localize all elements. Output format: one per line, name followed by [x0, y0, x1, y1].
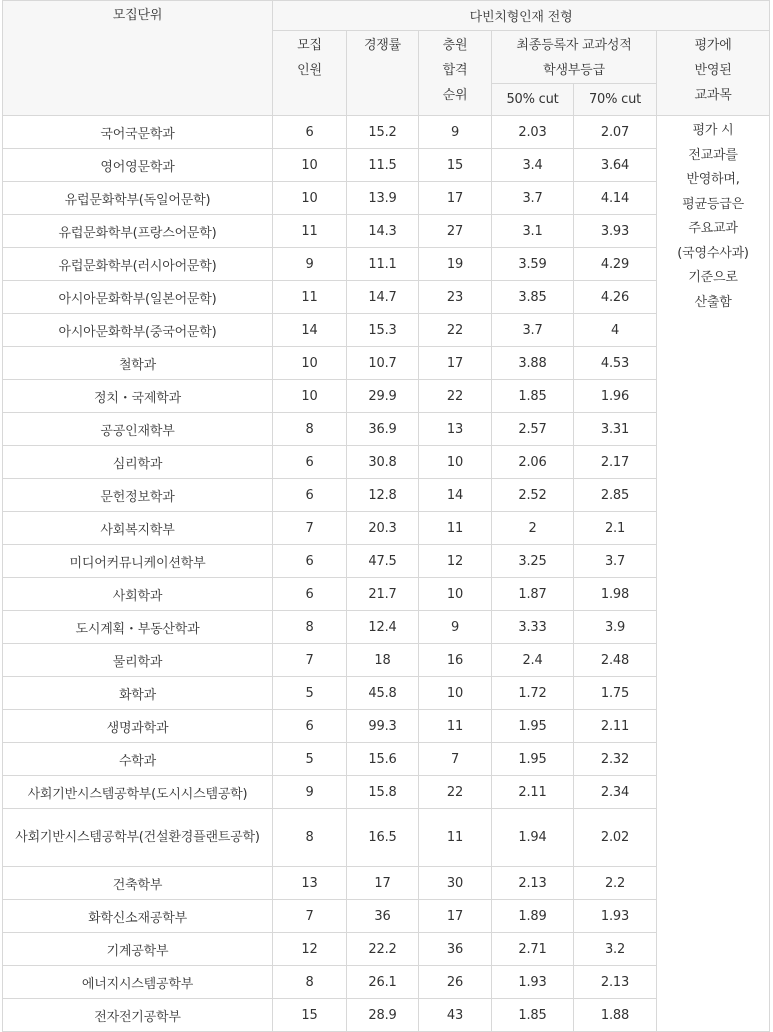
cell-grade-50-cut: 1.85 — [492, 999, 574, 1032]
cell-department: 사회기반시스템공학부(도시시스템공학) — [3, 776, 273, 809]
table-row — [3, 578, 770, 611]
header-waitlist-line: 충원 — [442, 38, 468, 53]
cell-department: 수학과 — [3, 743, 273, 776]
cell-quota: 5 — [273, 743, 347, 776]
cell-grade-70-cut: 1.98 — [574, 578, 657, 611]
table-row — [3, 743, 770, 776]
cell-waitlist-rank: 17 — [419, 900, 492, 933]
cell-grade-70-cut: 3.2 — [574, 933, 657, 966]
cell-department: 유럽문화학부(프랑스어문학) — [3, 215, 273, 248]
cell-grade-70-cut: 2.2 — [574, 867, 657, 900]
cell-department: 화학신소재공학부 — [3, 900, 273, 933]
cell-competition-rate: 15.2 — [347, 116, 419, 149]
cell-department: 국어국문학과 — [3, 116, 273, 149]
cell-competition-rate: 99.3 — [347, 710, 419, 743]
cell-department: 생명과학과 — [3, 710, 273, 743]
cell-department: 물리학과 — [3, 644, 273, 677]
cell-quota: 11 — [273, 281, 347, 314]
table-row — [3, 644, 770, 677]
evaluation-note-line: 반영하며, — [686, 172, 740, 187]
cell-quota: 6 — [273, 578, 347, 611]
cell-department: 전자전기공학부 — [3, 999, 273, 1032]
cell-competition-rate: 47.5 — [347, 545, 419, 578]
cell-grade-70-cut: 1.88 — [574, 999, 657, 1032]
cell-department: 건축학부 — [3, 867, 273, 900]
cell-department: 아시아문화학부(중국어문학) — [3, 314, 273, 347]
cell-grade-50-cut: 1.89 — [492, 900, 574, 933]
header-subjects-line: 반영된 — [694, 63, 732, 78]
cell-quota: 14 — [273, 314, 347, 347]
cell-waitlist-rank: 16 — [419, 644, 492, 677]
cell-grade-70-cut: 3.7 — [574, 545, 657, 578]
cell-grade-70-cut: 1.96 — [574, 380, 657, 413]
cell-competition-rate: 28.9 — [347, 999, 419, 1032]
header-waitlist — [419, 31, 492, 116]
cell-waitlist-rank: 12 — [419, 545, 492, 578]
cell-waitlist-rank: 17 — [419, 347, 492, 380]
cell-waitlist-rank: 14 — [419, 479, 492, 512]
cell-competition-rate: 22.2 — [347, 933, 419, 966]
cell-grade-50-cut: 2.06 — [492, 446, 574, 479]
cell-grade-70-cut: 2.32 — [574, 743, 657, 776]
cell-competition-rate: 16.5 — [347, 809, 419, 867]
cell-grade-50-cut: 1.93 — [492, 966, 574, 999]
header-cut70: 70% cut — [574, 84, 657, 116]
table-row — [3, 933, 770, 966]
cell-waitlist-rank: 10 — [419, 677, 492, 710]
cell-waitlist-rank: 23 — [419, 281, 492, 314]
cell-department: 화학과 — [3, 677, 273, 710]
cell-competition-rate: 15.3 — [347, 314, 419, 347]
cell-department: 아시아문화학부(일본어문학) — [3, 281, 273, 314]
evaluation-note-line: 기준으로 — [688, 270, 738, 285]
cell-grade-50-cut: 3.33 — [492, 611, 574, 644]
cell-grade-70-cut: 3.64 — [574, 149, 657, 182]
cell-waitlist-rank: 43 — [419, 999, 492, 1032]
cell-grade-50-cut: 1.95 — [492, 710, 574, 743]
cell-grade-70-cut: 1.93 — [574, 900, 657, 933]
cell-competition-rate: 14.7 — [347, 281, 419, 314]
header-subjects-line: 교과목 — [694, 88, 732, 103]
cell-competition-rate: 30.8 — [347, 446, 419, 479]
cell-grade-70-cut: 4.14 — [574, 182, 657, 215]
cell-grade-50-cut: 3.85 — [492, 281, 574, 314]
cell-grade-70-cut: 2.1 — [574, 512, 657, 545]
cell-grade-70-cut: 3.31 — [574, 413, 657, 446]
cell-quota: 8 — [273, 966, 347, 999]
cell-department: 사회학과 — [3, 578, 273, 611]
cell-grade-50-cut: 2.11 — [492, 776, 574, 809]
cell-quota: 12 — [273, 933, 347, 966]
cell-grade-70-cut: 2.85 — [574, 479, 657, 512]
cell-grade-70-cut: 3.93 — [574, 215, 657, 248]
evaluation-note-line: (국영수사과) — [677, 245, 749, 261]
cell-quota: 10 — [273, 380, 347, 413]
cell-waitlist-rank: 13 — [419, 413, 492, 446]
evaluation-note-line: 평균등급은 — [682, 196, 744, 212]
cell-grade-50-cut: 2.03 — [492, 116, 574, 149]
table-row — [3, 867, 770, 900]
cell-waitlist-rank: 15 — [419, 149, 492, 182]
cell-competition-rate: 15.6 — [347, 743, 419, 776]
cell-department: 사회기반시스템공학부(건설환경플랜트공학) — [3, 809, 273, 867]
cell-quota: 9 — [273, 248, 347, 281]
cell-waitlist-rank: 11 — [419, 809, 492, 867]
cell-competition-rate: 36 — [347, 900, 419, 933]
table-row — [3, 446, 770, 479]
cell-waitlist-rank: 10 — [419, 578, 492, 611]
cell-waitlist-rank: 9 — [419, 116, 492, 149]
cell-quota: 11 — [273, 215, 347, 248]
cell-department: 사회복지학부 — [3, 512, 273, 545]
cell-grade-50-cut: 2.52 — [492, 479, 574, 512]
evaluation-note-line: 전교과를 — [688, 147, 738, 163]
cell-competition-rate: 12.8 — [347, 479, 419, 512]
cell-competition-rate: 29.9 — [347, 380, 419, 413]
table-row — [3, 314, 770, 347]
cell-grade-50-cut: 2 — [492, 512, 574, 545]
cell-department: 에너지시스템공학부 — [3, 966, 273, 999]
header-subjects-line: 평가에 — [694, 38, 732, 53]
table-row — [3, 479, 770, 512]
cell-grade-50-cut: 2.71 — [492, 933, 574, 966]
cell-waitlist-rank: 26 — [419, 966, 492, 999]
cell-competition-rate: 26.1 — [347, 966, 419, 999]
cell-competition-rate: 15.8 — [347, 776, 419, 809]
cell-grade-50-cut: 1.72 — [492, 677, 574, 710]
table-row — [3, 248, 770, 281]
table-row — [3, 545, 770, 578]
cell-competition-rate: 10.7 — [347, 347, 419, 380]
cell-waitlist-rank: 17 — [419, 182, 492, 215]
evaluation-note-line: 주요교과 — [688, 221, 738, 236]
table-row — [3, 149, 770, 182]
cell-competition-rate: 11.5 — [347, 149, 419, 182]
cell-waitlist-rank: 7 — [419, 743, 492, 776]
evaluation-note-line: 평가 시 — [692, 123, 734, 138]
evaluation-note-line: 산출함 — [694, 294, 732, 310]
cell-quota: 7 — [273, 900, 347, 933]
cell-waitlist-rank: 22 — [419, 776, 492, 809]
cell-competition-rate: 20.3 — [347, 512, 419, 545]
cell-grade-70-cut: 2.34 — [574, 776, 657, 809]
header-quota-line: 모집 — [297, 38, 322, 53]
cell-quota: 6 — [273, 710, 347, 743]
table-row — [3, 281, 770, 314]
cell-department: 유럽문화학부(독일어문학) — [3, 182, 273, 215]
cell-grade-70-cut: 4.26 — [574, 281, 657, 314]
cell-grade-50-cut: 3.4 — [492, 149, 574, 182]
cell-grade-50-cut: 3.7 — [492, 314, 574, 347]
cell-quota: 8 — [273, 611, 347, 644]
header-grade-line: 최종등록자 교과성적 — [516, 38, 632, 53]
table-row — [3, 900, 770, 933]
cell-grade-50-cut: 1.95 — [492, 743, 574, 776]
cell-department: 도시계획・부동산학과 — [3, 611, 273, 644]
table-row — [3, 999, 770, 1032]
cell-quota: 8 — [273, 809, 347, 867]
cell-waitlist-rank: 9 — [419, 611, 492, 644]
cell-competition-rate: 12.4 — [347, 611, 419, 644]
header-unit: 모집단위 — [3, 1, 273, 116]
header-subjects — [657, 31, 770, 116]
table-row — [3, 776, 770, 809]
cell-grade-50-cut: 2.4 — [492, 644, 574, 677]
cell-quota: 8 — [273, 413, 347, 446]
table-row — [3, 413, 770, 446]
cell-competition-rate: 14.3 — [347, 215, 419, 248]
cell-waitlist-rank: 10 — [419, 446, 492, 479]
cell-department: 영어영문학과 — [3, 149, 273, 182]
cell-grade-50-cut: 2.57 — [492, 413, 574, 446]
table-body — [3, 116, 770, 1032]
header-waitlist-line: 순위 — [442, 88, 468, 103]
cell-grade-50-cut: 3.1 — [492, 215, 574, 248]
cell-grade-50-cut: 3.25 — [492, 545, 574, 578]
cell-quota: 15 — [273, 999, 347, 1032]
cell-competition-rate: 45.8 — [347, 677, 419, 710]
cell-competition-rate: 21.7 — [347, 578, 419, 611]
cell-waitlist-rank: 22 — [419, 314, 492, 347]
cell-grade-50-cut: 3.59 — [492, 248, 574, 281]
cell-grade-70-cut: 2.02 — [574, 809, 657, 867]
cell-grade-50-cut: 1.94 — [492, 809, 574, 867]
cell-quota: 6 — [273, 479, 347, 512]
cell-grade-50-cut: 2.13 — [492, 867, 574, 900]
cell-department: 공공인재학부 — [3, 413, 273, 446]
cell-grade-70-cut: 4.53 — [574, 347, 657, 380]
table-row — [3, 182, 770, 215]
cell-competition-rate: 13.9 — [347, 182, 419, 215]
cell-waitlist-rank: 19 — [419, 248, 492, 281]
header-waitlist-line: 합격 — [442, 63, 468, 78]
cell-grade-70-cut: 2.07 — [574, 116, 657, 149]
cell-quota: 6 — [273, 545, 347, 578]
cell-grade-50-cut: 3.7 — [492, 182, 574, 215]
table-row — [3, 347, 770, 380]
cell-grade-70-cut: 4 — [574, 314, 657, 347]
admission-results-table — [2, 0, 770, 1032]
table-row — [3, 677, 770, 710]
cell-department: 심리학과 — [3, 446, 273, 479]
table-row — [3, 512, 770, 545]
cell-grade-70-cut: 2.13 — [574, 966, 657, 999]
table-row — [3, 710, 770, 743]
cell-competition-rate: 36.9 — [347, 413, 419, 446]
cell-grade-70-cut: 4.29 — [574, 248, 657, 281]
cell-grade-70-cut: 2.17 — [574, 446, 657, 479]
table-row — [3, 215, 770, 248]
header-group: 다빈치형인재 전형 — [273, 1, 770, 31]
cell-grade-70-cut: 3.9 — [574, 611, 657, 644]
cell-quota: 9 — [273, 776, 347, 809]
cell-quota: 6 — [273, 446, 347, 479]
cell-quota: 7 — [273, 512, 347, 545]
header-quota-line: 인원 — [297, 63, 322, 78]
table-row — [3, 809, 770, 867]
cell-department: 기계공학부 — [3, 933, 273, 966]
cell-department: 정치・국제학과 — [3, 380, 273, 413]
cell-grade-70-cut: 2.48 — [574, 644, 657, 677]
cell-grade-50-cut: 3.88 — [492, 347, 574, 380]
header-grade — [492, 31, 657, 84]
cell-waitlist-rank: 11 — [419, 710, 492, 743]
cell-waitlist-rank: 36 — [419, 933, 492, 966]
cell-competition-rate: 18 — [347, 644, 419, 677]
cell-grade-70-cut: 1.75 — [574, 677, 657, 710]
cell-waitlist-rank: 22 — [419, 380, 492, 413]
header-quota — [273, 31, 347, 116]
cell-waitlist-rank: 11 — [419, 512, 492, 545]
cell-competition-rate: 17 — [347, 867, 419, 900]
header-competition: 경쟁률 — [347, 31, 419, 116]
table-row — [3, 380, 770, 413]
header-grade-line: 학생부등급 — [543, 63, 605, 78]
cell-quota: 10 — [273, 182, 347, 215]
cell-competition-rate: 11.1 — [347, 248, 419, 281]
cell-quota: 13 — [273, 867, 347, 900]
table-row — [3, 966, 770, 999]
cell-waitlist-rank: 27 — [419, 215, 492, 248]
cell-grade-70-cut: 2.11 — [574, 710, 657, 743]
cell-quota: 7 — [273, 644, 347, 677]
header-cut50: 50% cut — [492, 84, 574, 116]
cell-quota: 6 — [273, 116, 347, 149]
cell-quota: 10 — [273, 149, 347, 182]
table-row — [3, 611, 770, 644]
cell-grade-50-cut: 1.87 — [492, 578, 574, 611]
cell-grade-50-cut: 1.85 — [492, 380, 574, 413]
cell-department: 유럽문화학부(러시아어문학) — [3, 248, 273, 281]
table-row — [3, 116, 770, 149]
cell-department: 철학과 — [3, 347, 273, 380]
cell-quota: 5 — [273, 677, 347, 710]
evaluation-note — [657, 116, 770, 1032]
cell-department: 문헌정보학과 — [3, 479, 273, 512]
cell-quota: 10 — [273, 347, 347, 380]
cell-waitlist-rank: 30 — [419, 867, 492, 900]
cell-department: 미디어커뮤니케이션학부 — [3, 545, 273, 578]
